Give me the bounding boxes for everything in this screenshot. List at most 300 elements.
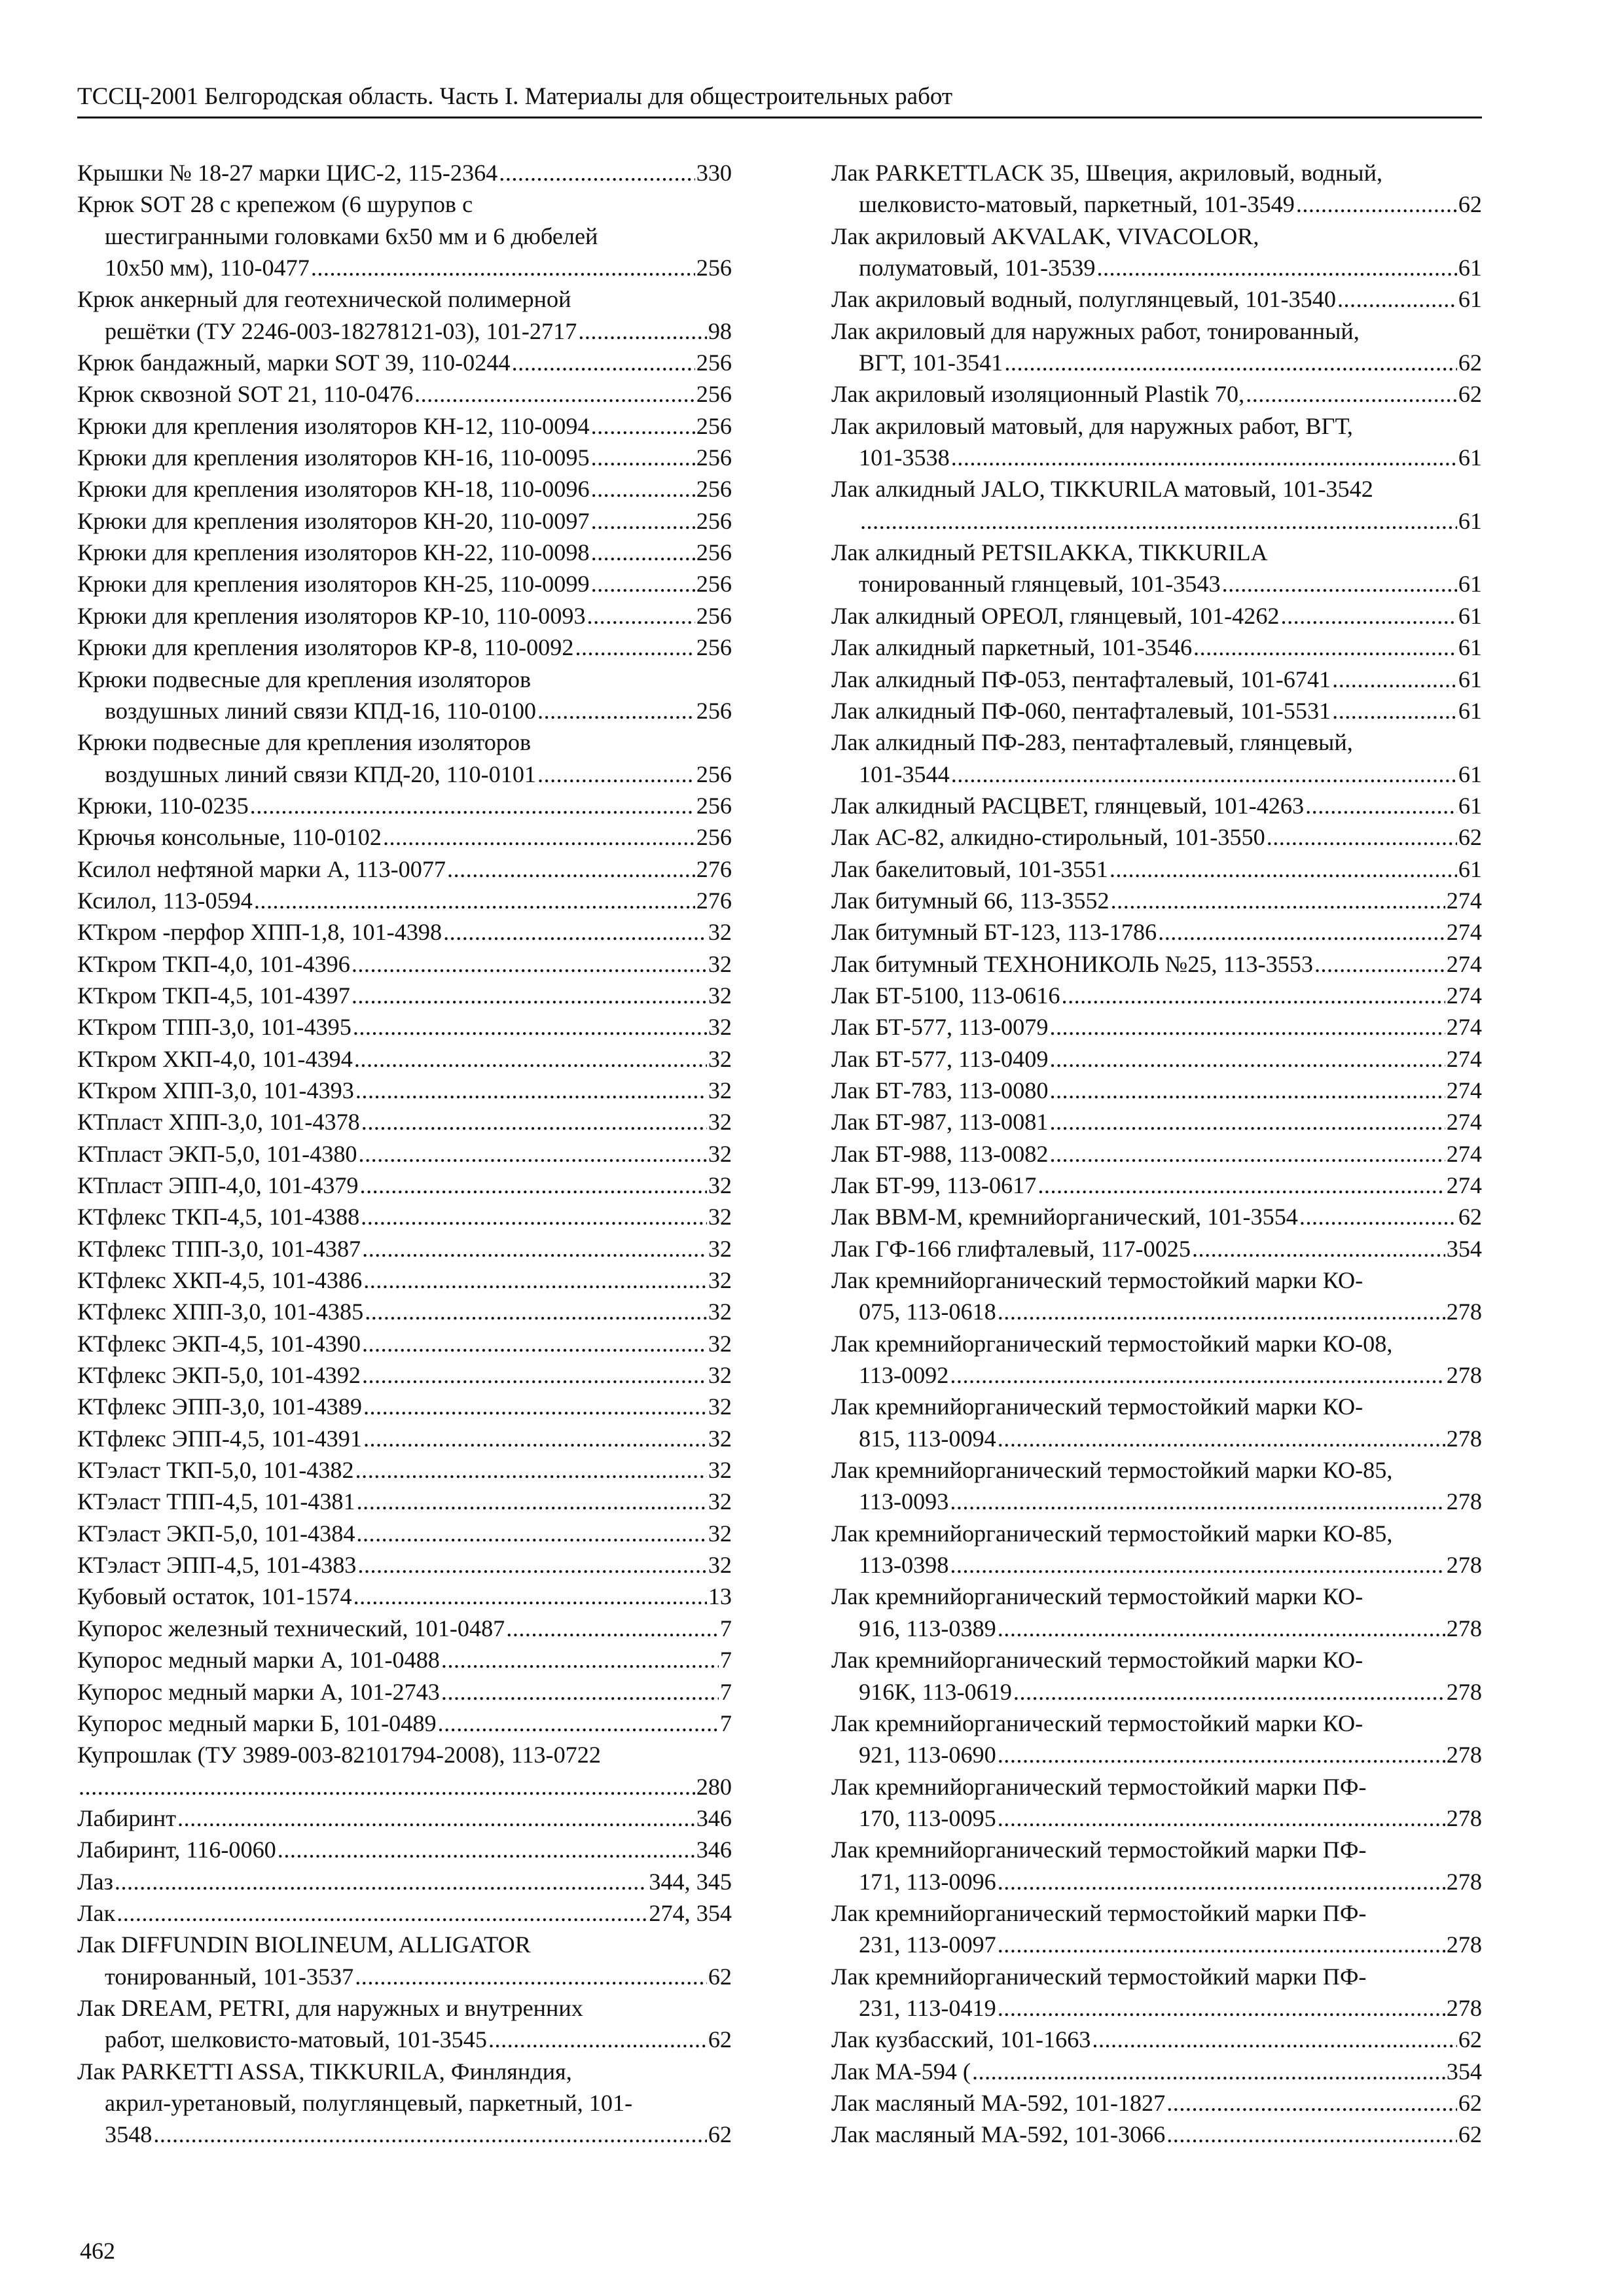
entry-text: Крюки для крепления изоляторов КН-22, 110-0098 (77, 539, 590, 566)
entry-page-ref: 32 (708, 1077, 732, 1103)
index-entry (77, 600, 732, 632)
entry-page-ref: 274 (1446, 950, 1482, 977)
entry-page-ref: 274, 354 (649, 1899, 732, 1926)
entry-text: КТкром ХКП-4,0, 101-4394 (77, 1045, 353, 1072)
index-entry (77, 1613, 732, 1644)
dot-leader (1062, 980, 1445, 1011)
entry-page-ref: 62 (1458, 824, 1482, 851)
entry-page-ref: 32 (708, 1235, 732, 1262)
dot-leader (1049, 1011, 1445, 1043)
index-entry (77, 1739, 732, 1803)
entry-page-ref: 354 (1446, 2058, 1482, 2085)
entry-page-ref: 61 (1458, 507, 1482, 534)
index-entry (77, 1265, 732, 1296)
entry-text: Крюки подвесные для крепления изоляторов (77, 729, 532, 756)
entry-page-ref: 61 (1458, 444, 1482, 471)
entry-text: Лак алкидный PETSILAKKA, TIKKURILA (831, 539, 1268, 566)
index-entry (831, 885, 1482, 916)
entry-text: Лак кремнийорганический термостойкий марки ПФ- (831, 1773, 1367, 1800)
entry-text: КТэласт ТКП-5,0, 101-4382 (77, 1457, 354, 1484)
dot-leader (998, 1929, 1445, 1960)
index-entry (77, 1296, 732, 1327)
dot-leader (1004, 347, 1456, 378)
entry-text: Лак битумный БТ-123, 113-1786 (831, 919, 1157, 946)
entry-page-ref: 256 (696, 761, 732, 787)
entry-page-ref: 274 (1446, 982, 1482, 1009)
dot-leader (1166, 2087, 1457, 2119)
entry-text: Лак кремнийорганический термостойкий марки КО- (831, 1267, 1363, 1294)
index-entry (831, 632, 1482, 663)
entry-text: Лак акриловый для наружных работ, тонированный, (831, 317, 1360, 344)
dot-leader (1332, 664, 1457, 695)
dot-leader (512, 347, 695, 378)
entry-text: Лак битумный ТЕХНОНИКОЛЬ №25, 113-3553 (831, 950, 1313, 977)
entry-text: полуматовый, 101-3539 (859, 255, 1096, 281)
entry-text: 101-3544 (859, 761, 950, 787)
index-entry (77, 1454, 732, 1486)
entry-page-ref: 346 (696, 1804, 732, 1831)
index-entry (77, 347, 732, 378)
entry-text: Ксилол, 113-0594 (77, 887, 253, 914)
entry-page-ref: 98 (708, 317, 732, 344)
entry-text: Лак битумный 66, 113-3552 (831, 887, 1110, 914)
entry-text: Ксилол нефтяной марки А, 113-0077 (77, 855, 446, 882)
dot-leader (1337, 283, 1457, 315)
entry-page-ref: 274 (1446, 1140, 1482, 1167)
entry-text: Лак масляный МА-592, 101-3066 (831, 2121, 1166, 2148)
entry-text: Лак БТ-577, 113-0409 (831, 1045, 1049, 1072)
entry-page-ref: 344, 345 (649, 1868, 732, 1895)
dot-leader (1049, 1138, 1445, 1170)
entry-text: Купорос железный технический, 101-0487 (77, 1615, 505, 1641)
entry-page-ref: 62 (1458, 1204, 1482, 1230)
entry-page-ref: 278 (1446, 1994, 1482, 2021)
dot-leader (1166, 2119, 1457, 2150)
entry-page-ref: 62 (1458, 350, 1482, 376)
entry-text: Купорос медный марки Б, 101-0489 (77, 1710, 437, 1736)
entry-text: Лак PARKETTLACK 35, Швеция, акриловый, водный, (831, 160, 1383, 186)
entry-page-ref: 62 (1458, 2121, 1482, 2148)
dot-leader (998, 1423, 1445, 1454)
dot-leader (998, 1803, 1445, 1834)
entry-page-ref: 278 (1446, 1868, 1482, 1895)
entry-text: Лак алкидный РАСЦВЕТ, глянцевый, 101-4263 (831, 792, 1305, 819)
dot-leader (362, 1359, 707, 1391)
entry-page-ref: 280 (696, 1773, 732, 1800)
index-entry (831, 980, 1482, 1011)
index-entry (77, 632, 732, 663)
dot-leader (1299, 1201, 1457, 1232)
dot-leader (352, 980, 707, 1011)
dot-leader (591, 568, 695, 600)
entry-page-ref: 32 (708, 1425, 732, 1452)
entry-text: КТкром ХПП-3,0, 101-4393 (77, 1077, 354, 1103)
index-entry (831, 1771, 1482, 1835)
index-entry (77, 1518, 732, 1549)
entry-text: тонированный глянцевый, 101-3543 (859, 571, 1221, 598)
entry-page-ref: 62 (1458, 381, 1482, 408)
index-entry (77, 1106, 732, 1138)
index-entry (831, 853, 1482, 885)
index-entry (77, 505, 732, 537)
entry-text: 170, 113-0095 (859, 1804, 996, 1831)
entry-text: 3548 (105, 2121, 153, 2148)
entry-page-ref: 7 (719, 1647, 732, 1674)
index-entry (831, 600, 1482, 632)
entry-text: КТфлекс ХКП-4,5, 101-4386 (77, 1267, 363, 1294)
entry-page-ref: 274 (1446, 919, 1482, 946)
index-entry (831, 378, 1482, 410)
entry-text: КТфлекс ТКП-4,5, 101-4388 (77, 1204, 360, 1230)
index-entry (831, 1233, 1482, 1265)
dot-leader (365, 1296, 707, 1327)
index-entry (831, 410, 1482, 474)
dot-leader (441, 1676, 719, 1708)
dot-leader (117, 1897, 647, 1929)
entry-text: 113-0092 (859, 1362, 949, 1389)
entry-page-ref: 274 (1446, 1172, 1482, 1198)
dot-leader (115, 1866, 647, 1897)
entry-page-ref: 32 (708, 950, 732, 977)
entry-text: Лак кремнийорганический термостойкий марки КО- (831, 1710, 1363, 1736)
entry-text: Купорос медный марки А, 101-0488 (77, 1647, 440, 1674)
index-entry (831, 726, 1482, 790)
entry-page-ref: 61 (1458, 602, 1482, 629)
index-entry (77, 1075, 732, 1106)
index-entry (831, 1170, 1482, 1201)
index-entry (831, 948, 1482, 980)
index-entry (831, 473, 1482, 537)
entry-text: Лак алкидный ПФ-060, пентафталевый, 101-5531 (831, 697, 1331, 724)
index-entry (77, 1992, 732, 2056)
index-entry (831, 1834, 1482, 1897)
dot-leader (506, 1613, 719, 1644)
entry-text: 916К, 113-0619 (859, 1678, 1012, 1705)
entry-page-ref: 61 (1458, 697, 1482, 724)
index-entry (77, 1581, 732, 1612)
dot-leader (1158, 916, 1445, 948)
entry-page-ref: 278 (1446, 1931, 1482, 1958)
dot-leader (860, 505, 1457, 537)
dot-leader (1096, 252, 1456, 283)
dot-leader (278, 1834, 695, 1865)
dot-leader (447, 853, 695, 885)
index-entry (77, 378, 732, 410)
entry-page-ref: 256 (696, 571, 732, 598)
index-entry (831, 283, 1482, 315)
entry-page-ref: 32 (708, 1362, 732, 1389)
entry-page-ref: 62 (708, 1963, 732, 1990)
dot-leader (355, 1075, 707, 1106)
index-entry (831, 537, 1482, 600)
dot-leader (1013, 1676, 1445, 1708)
entry-text: Крючья консольные, 110-0102 (77, 824, 382, 851)
dot-leader (363, 1423, 707, 1454)
entry-page-ref: 61 (1458, 666, 1482, 692)
index-entry (77, 1043, 732, 1075)
entry-page-ref: 278 (1446, 1742, 1482, 1768)
dot-leader (1332, 695, 1457, 726)
index-entry (831, 1265, 1482, 1328)
entry-text: Лак кремнийорганический термостойкий марки КО- (831, 1583, 1363, 1610)
entry-page-ref: 274 (1446, 1109, 1482, 1136)
index-entry (77, 1170, 732, 1201)
index-entry (831, 315, 1482, 379)
dot-leader (353, 1581, 707, 1612)
entry-text: воздушных линий связи КПД-20, 110-0101 (105, 761, 537, 787)
entry-text: Кубовый остаток, 101-1574 (77, 1583, 352, 1610)
entry-text: тонированный, 101-3537 (105, 1963, 354, 1990)
entry-text: КТфлекс ХПП-3,0, 101-4385 (77, 1299, 364, 1325)
dot-leader (1281, 600, 1457, 632)
index-entry (77, 1803, 732, 1834)
entry-text: Купрошлак (ТУ 3989-003-82101794-2008), 113-0722 (77, 1742, 601, 1768)
entry-text: Крюки для крепления изоляторов КР-10, 110-0093 (77, 602, 586, 629)
dot-leader (591, 442, 695, 473)
dot-leader (972, 2056, 1445, 2087)
entry-text: Лак МА-594 ( (831, 2058, 971, 2085)
entry-page-ref: 62 (708, 2026, 732, 2053)
entry-text: КТкром ТКП-4,0, 101-4396 (77, 950, 350, 977)
index-column-left (77, 157, 732, 2151)
index-entry (77, 1391, 732, 1422)
dot-leader (362, 1233, 707, 1265)
index-entry (77, 1929, 732, 1992)
entry-text: Лак кремнийорганический термостойкий марки ПФ- (831, 1963, 1367, 1990)
entry-page-ref: 278 (1446, 1804, 1482, 1831)
entry-text: воздушных линий связи КПД-16, 110-0100 (105, 697, 537, 724)
entry-page-ref: 7 (719, 1615, 732, 1641)
entry-text: КТфлекс ТПП-3,0, 101-4387 (77, 1235, 361, 1262)
entry-text: КТкром ТКП-4,5, 101-4397 (77, 982, 350, 1009)
dot-leader (359, 1138, 707, 1170)
dot-leader (361, 1201, 707, 1232)
entry-page-ref: 32 (708, 982, 732, 1009)
index-entry (831, 1644, 1482, 1708)
entry-page-ref: 256 (696, 255, 732, 281)
running-header: ТССЦ-2001 Белгородская область. Часть I. Материалы для общестроительных работ (77, 81, 1482, 118)
dot-leader (998, 1613, 1445, 1644)
index-entry (831, 695, 1482, 726)
dot-leader (1110, 853, 1457, 885)
entry-page-ref: 7 (719, 1678, 732, 1705)
entry-page-ref: 32 (708, 1267, 732, 1294)
entry-text: 815, 113-0094 (859, 1425, 996, 1452)
index-entry (831, 821, 1482, 853)
entry-page-ref: 276 (696, 887, 732, 914)
dot-leader (587, 600, 695, 632)
entry-text: Лак БТ-99, 113-0617 (831, 1172, 1037, 1198)
index-entry (77, 853, 732, 885)
entry-page-ref: 278 (1446, 1362, 1482, 1389)
entry-page-ref: 32 (708, 1045, 732, 1072)
index-entry (77, 410, 732, 442)
index-entry (831, 221, 1482, 284)
entry-text: Крюки для крепления изоляторов КН-20, 110-0097 (77, 507, 590, 534)
dot-leader (499, 157, 695, 188)
entry-page-ref: 278 (1446, 1552, 1482, 1579)
entry-text: Лак БТ-987, 113-0081 (831, 1109, 1049, 1136)
dot-leader (414, 378, 695, 410)
entry-text: 101-3538 (859, 444, 950, 471)
entry-text: Крюк сквозной SOT 21, 110-0476 (77, 381, 414, 408)
index-entry (831, 1011, 1482, 1043)
entry-page-ref: 256 (696, 412, 732, 439)
entry-text: Лак БТ-577, 113-0079 (831, 1014, 1049, 1041)
index-entry (77, 188, 732, 283)
entry-page-ref: 256 (696, 634, 732, 661)
dot-leader (352, 948, 707, 980)
entry-page-ref: 278 (1446, 1299, 1482, 1325)
dot-leader (537, 695, 695, 726)
entry-page-ref: 278 (1446, 1425, 1482, 1452)
index-entry (77, 1866, 732, 1897)
entry-text: 10х50 мм), 110-0477 (105, 255, 310, 281)
index-entry (77, 283, 732, 347)
entry-text: Лабиринт (77, 1804, 177, 1831)
index-entry (77, 821, 732, 853)
index-entry (77, 1359, 732, 1391)
entry-text: КТэласт ТПП-4,5, 101-4381 (77, 1488, 355, 1515)
entry-text: Лак акриловый матовый, для наружных работ, ВГТ, (831, 412, 1353, 439)
dot-leader (591, 473, 695, 505)
index-entry (77, 157, 732, 188)
entry-text: Крюки для крепления изоляторов КН-12, 110-0094 (77, 412, 590, 439)
entry-page-ref: 330 (696, 160, 732, 186)
dot-leader (998, 1992, 1445, 2024)
entry-text: Лак кремнийорганический термостойкий марки КО-08, (831, 1330, 1393, 1357)
entry-text: КТкром -перфор ХПП-1,8, 101-4398 (77, 919, 442, 946)
entry-page-ref: 32 (708, 1172, 732, 1198)
entry-page-ref: 256 (696, 381, 732, 408)
index-entry (831, 1961, 1482, 2024)
entry-page-ref: 32 (708, 1393, 732, 1420)
entry-text: ВГТ, 101-3541 (859, 350, 1003, 376)
entry-text: Лак БТ-988, 113-0082 (831, 1140, 1049, 1167)
page-number: 462 (80, 2238, 115, 2264)
entry-page-ref: 32 (708, 1520, 732, 1547)
dot-leader (950, 1549, 1445, 1581)
entry-text: КТэласт ЭПП-4,5, 101-4383 (77, 1552, 357, 1579)
index-entry (77, 568, 732, 600)
dot-leader (1246, 378, 1457, 410)
dot-leader (356, 1518, 706, 1549)
index-column-right (831, 157, 1482, 2151)
entry-text: Лак кремнийорганический термостойкий марки ПФ- (831, 1837, 1367, 1863)
dot-leader (951, 759, 1457, 790)
dot-leader (591, 410, 695, 442)
index-entry (831, 1391, 1482, 1454)
index-entry (77, 1233, 732, 1265)
entry-text: Лабиринт, 116-0060 (77, 1837, 276, 1863)
entry-page-ref: 32 (708, 1330, 732, 1357)
dot-leader (250, 790, 695, 821)
entry-text: Лак ВВМ-М, кремнийорганический, 101-3554 (831, 1204, 1298, 1230)
entry-page-ref: 32 (708, 1457, 732, 1484)
entry-page-ref: 62 (1458, 2026, 1482, 2053)
dot-leader (438, 1708, 719, 1739)
entry-page-ref: 274 (1446, 1077, 1482, 1103)
entry-text: Крюки для крепления изоляторов КН-16, 110-0095 (77, 444, 590, 471)
index-entry (831, 1075, 1482, 1106)
entry-text: Лак масляный МА-592, 101-1827 (831, 2089, 1166, 2116)
entry-text: 113-0398 (859, 1552, 949, 1579)
entry-text: Лак акриловый водный, полуглянцевый, 101-3540 (831, 286, 1336, 313)
entry-text: Крюки подвесные для крепления изоляторов (77, 666, 532, 692)
entry-page-ref: 61 (1458, 761, 1482, 787)
entry-text: 231, 113-0097 (859, 1931, 996, 1958)
index-entry (77, 1011, 732, 1043)
entry-text: 075, 113-0618 (859, 1299, 996, 1325)
entry-text: КТфлекс ЭКП-4,5, 101-4390 (77, 1330, 361, 1357)
dot-leader (998, 1739, 1445, 1770)
entry-page-ref: 256 (696, 792, 732, 819)
entry-text: Лак АС-82, алкидно-стирольный, 101-3550 (831, 824, 1265, 851)
index-entry (77, 1486, 732, 1517)
dot-leader (357, 1549, 706, 1581)
entry-page-ref: 256 (696, 697, 732, 724)
entry-text: Крюки, 110-0235 (77, 792, 249, 819)
entry-text: КТпласт ЭПП-4,0, 101-4379 (77, 1172, 359, 1198)
entry-text: КТфлекс ЭКП-5,0, 101-4392 (77, 1362, 361, 1389)
index-entry (831, 1897, 1482, 1961)
index-entry (831, 1454, 1482, 1518)
index-entry (831, 916, 1482, 948)
index-entry (831, 664, 1482, 695)
dot-leader (998, 1866, 1445, 1897)
index-entry (831, 157, 1482, 221)
dot-leader (361, 1106, 707, 1138)
index-entry (77, 1138, 732, 1170)
entry-text: Лак (77, 1899, 116, 1926)
entry-page-ref: 61 (1458, 571, 1482, 598)
entry-text: КТфлекс ЭПП-3,0, 101-4389 (77, 1393, 362, 1420)
dot-leader (363, 1391, 707, 1422)
entry-text: 921, 113-0690 (859, 1742, 996, 1768)
dot-leader (311, 252, 695, 283)
entry-text: 113-0093 (859, 1488, 949, 1515)
entry-text: КТпласт ХПП-3,0, 101-4378 (77, 1109, 360, 1136)
entry-page-ref: 32 (708, 1014, 732, 1041)
dot-leader (1305, 790, 1457, 821)
entry-page-ref: 62 (1458, 2089, 1482, 2116)
entry-text: Крышки № 18-27 марки ЦИС-2, 115-2364 (77, 160, 498, 186)
entry-text: КТкром ТПП-3,0, 101-4395 (77, 1014, 352, 1041)
dot-leader (1267, 821, 1457, 853)
entry-page-ref: 274 (1446, 887, 1482, 914)
entry-text: Лак кремнийорганический термостойкий марки КО- (831, 1393, 1363, 1420)
entry-text: работ, шелковисто-матовый, 101-3545 (105, 2026, 487, 2053)
index-entry (831, 2087, 1482, 2119)
dot-leader (951, 442, 1457, 473)
entry-page-ref: 256 (696, 824, 732, 851)
index-entry (77, 1328, 732, 1359)
dot-leader (153, 2119, 706, 2150)
dot-leader (360, 1170, 707, 1201)
entry-page-ref: 32 (708, 919, 732, 946)
entry-text: Лак алкидный ОРЕОЛ, глянцевый, 101-4262 (831, 602, 1280, 629)
entry-text: шестигранными головками 6х50 мм и 6 дюбелей (105, 223, 598, 249)
index-entry (77, 537, 732, 568)
entry-text: Крюки для крепления изоляторов КН-25, 110-0099 (77, 571, 590, 598)
entry-page-ref: 13 (708, 1583, 732, 1610)
dot-leader (254, 885, 695, 916)
dot-leader (578, 315, 707, 347)
index-entry (77, 1897, 732, 1929)
entry-page-ref: 256 (696, 602, 732, 629)
dot-leader (1192, 1233, 1445, 1265)
entry-page-ref: 276 (696, 855, 732, 882)
